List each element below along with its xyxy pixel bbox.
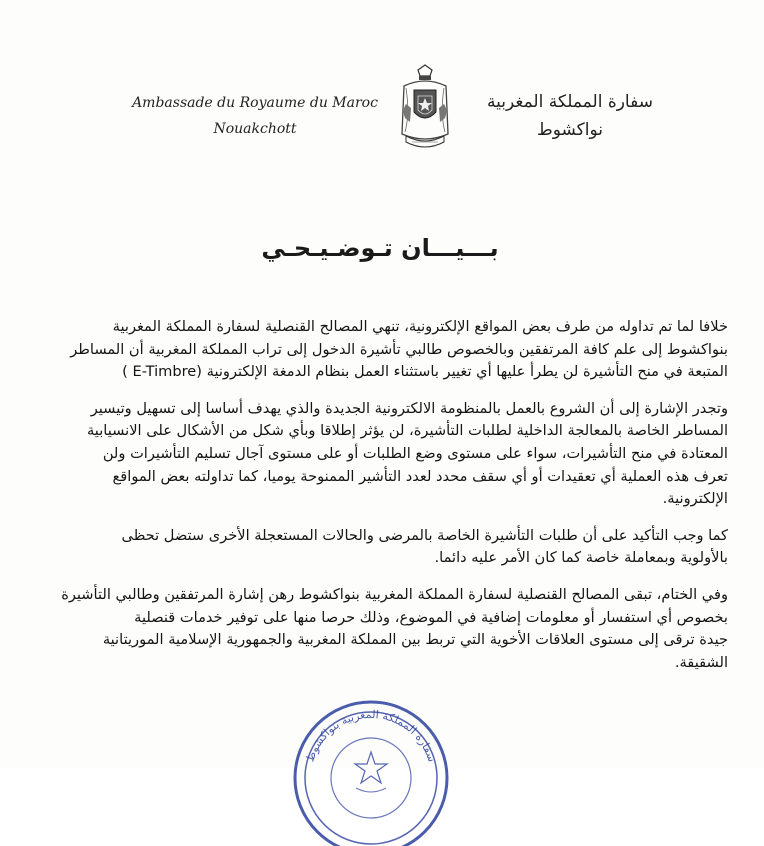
paragraph-line: المساطر الخاصة بالمعالجة الداخلية لطلبات التأشيرة، لن يؤثر إطلاقا وبأي شكل من الأشكال على الانسيابية (86, 422, 728, 440)
moroccan-coat-of-arms-icon (396, 64, 454, 154)
header-fr-embassy: Ambassade du Royaume du Maroc (132, 95, 378, 111)
paragraph-line: وفي الختام، تبقى المصالح القنصلية لسفارة المملكة المغربية بنواكشوط رهن إشارة المرتفقين وطالبي التأشيرة (61, 585, 728, 603)
header-arabic (470, 88, 670, 144)
paragraph-line: الإلكترونية. (662, 490, 728, 508)
paragraph-line: الشقيقة. (674, 653, 728, 671)
paragraph-1 (38, 316, 728, 384)
document-title: بـــيـــان تـوضـيـحـي (261, 234, 499, 262)
paragraph-line: وتجدر الإشارة إلى أن الشروع بالعمل بالمنظومة الالكترونية الجديدة والذي يهدف أساسا إلى تسهيل وتيسير (90, 399, 728, 417)
paragraph-2 (38, 398, 728, 511)
paragraph-4 (38, 584, 728, 674)
paragraph-line: المعتادة في منح التأشيرات، سواء على مستوى وضع الطلبات أو على مستوى آجال تسليم التأشيرات ولن (102, 444, 728, 462)
paragraph-line: بخصوص أي استفسار أو معلومات إضافية في الموضوع، وذلك حرصا منها على توفير خدمات قنصلية (134, 608, 728, 626)
paragraph-line: خلافا لما تم تداوله من طرف بعض المواقع الإلكترونية، تنهي المصالح القنصلية لسفارة المملكة المغربية (112, 318, 728, 335)
svg-text:سفارة المملكة المغربية بنواكشو (303, 708, 438, 764)
paragraph-line: بالأولوية وبمعاملة خاصة كما كان الأمر عليه دائما. (434, 549, 728, 567)
header-fr-city: Nouakchott (213, 121, 297, 137)
document-body (38, 316, 728, 688)
official-stamp-icon (286, 696, 456, 846)
paragraph-line: تعرف هذه العملية أي تعقيدات أو أي سقف محدد لعدد التأشير الممنوحة يوميا، كما تداولته بعض المواقع (112, 467, 728, 485)
paragraph-line: المتبعة في منح التأشيرة لن يطرأ عليها أي تغيير باستثناء العمل بنظام الدمغة الإلكترونية (E-Timbre ) (122, 363, 728, 381)
header-ar-city: نواكشوط (537, 120, 603, 140)
header-ar-embassy: سفارة المملكة المغربية (487, 92, 653, 112)
paragraph-3 (38, 525, 728, 570)
paragraph-line: كما وجب التأكيد على أن طلبات التأشيرة الخاصة بالمرضى والحالات المستعجلة الأخرى ستضل تحظى (121, 526, 728, 544)
header-french (120, 90, 390, 142)
paragraph-line: بنواكشوط إلى علم كافة المرتفقين وبالخصوص طالبي تأشيرة الدخول إلى تراب المملكة المغربية أن المساطر (70, 340, 728, 358)
paragraph-line: جيدة ترقى إلى مستوى العلاقات الأخوية التي تربط بين المملكة المغربية والجمهورية الإسلامية الموريتانية (102, 631, 728, 649)
stamp-text: سفارة المملكة المغربية بنواكشوط (303, 707, 439, 764)
